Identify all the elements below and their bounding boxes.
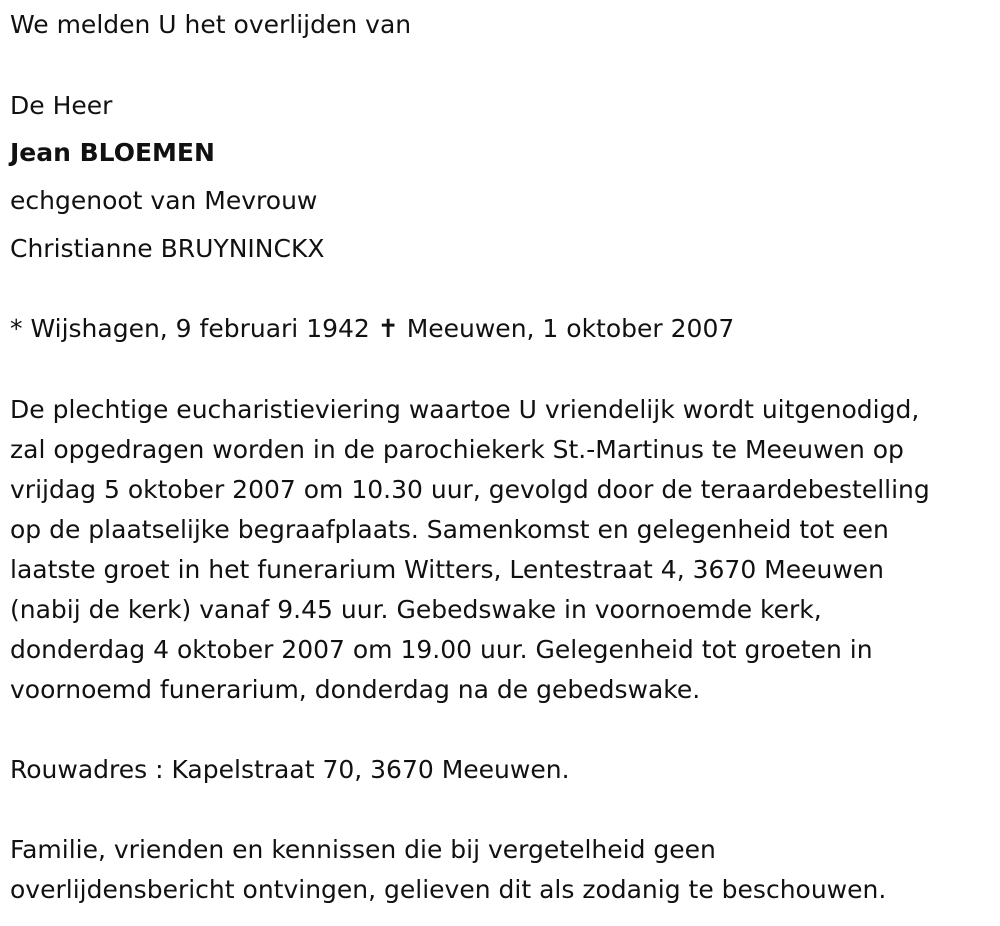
- ceremony-line: zal opgedragen worden in de parochiekerk St.-Martinus te Meeuwen op: [10, 435, 904, 464]
- closing-line: Familie, vrienden en kennissen die bij vergetelheid geen: [10, 835, 716, 864]
- mourning-address: Rouwadres : Kapelstraat 70, 3670 Meeuwen.: [10, 755, 570, 784]
- deceased-name: Jean BLOEMEN: [10, 138, 215, 167]
- ceremony-line: De plechtige eucharistieviering waartoe U vriendelijk wordt uitgenodigd,: [10, 395, 920, 424]
- ceremony-line: donderdag 4 oktober 2007 om 19.00 uur. Gelegenheid tot groeten in: [10, 635, 873, 664]
- cross-icon: ✝: [377, 314, 399, 343]
- honorific: De Heer: [10, 91, 113, 120]
- birth-date: * Wijshagen, 9 februari 1942: [10, 314, 370, 343]
- ceremony-line: voornoemd funerarium, donderdag na de gebedswake.: [10, 675, 701, 704]
- intro-text: We melden U het overlijden van: [10, 10, 412, 39]
- ceremony-line: vrijdag 5 oktober 2007 om 10.30 uur, gevolgd door de teraardebestelling: [10, 475, 930, 504]
- ceremony-line: laatste groet in het funerarium Witters, Lentestraat 4, 3670 Meeuwen: [10, 555, 885, 584]
- spouse-name: Christianne BRUYNINCKX: [10, 234, 325, 263]
- death-date: Meeuwen, 1 oktober 2007: [406, 314, 735, 343]
- dates-line: [10, 309, 734, 349]
- closing-paragraph: [10, 830, 886, 910]
- ceremony-paragraph: [10, 390, 930, 710]
- closing-line: overlijdensbericht ontvingen, gelieven dit als zodanig te beschouwen.: [10, 875, 887, 904]
- ceremony-line: (nabij de kerk) vanaf 9.45 uur. Gebedswake in voornoemde kerk,: [10, 595, 822, 624]
- spouse-label: echgenoot van Mevrouw: [10, 186, 318, 215]
- ceremony-line: op de plaatselijke begraafplaats. Samenkomst en gelegenheid tot een: [10, 515, 889, 544]
